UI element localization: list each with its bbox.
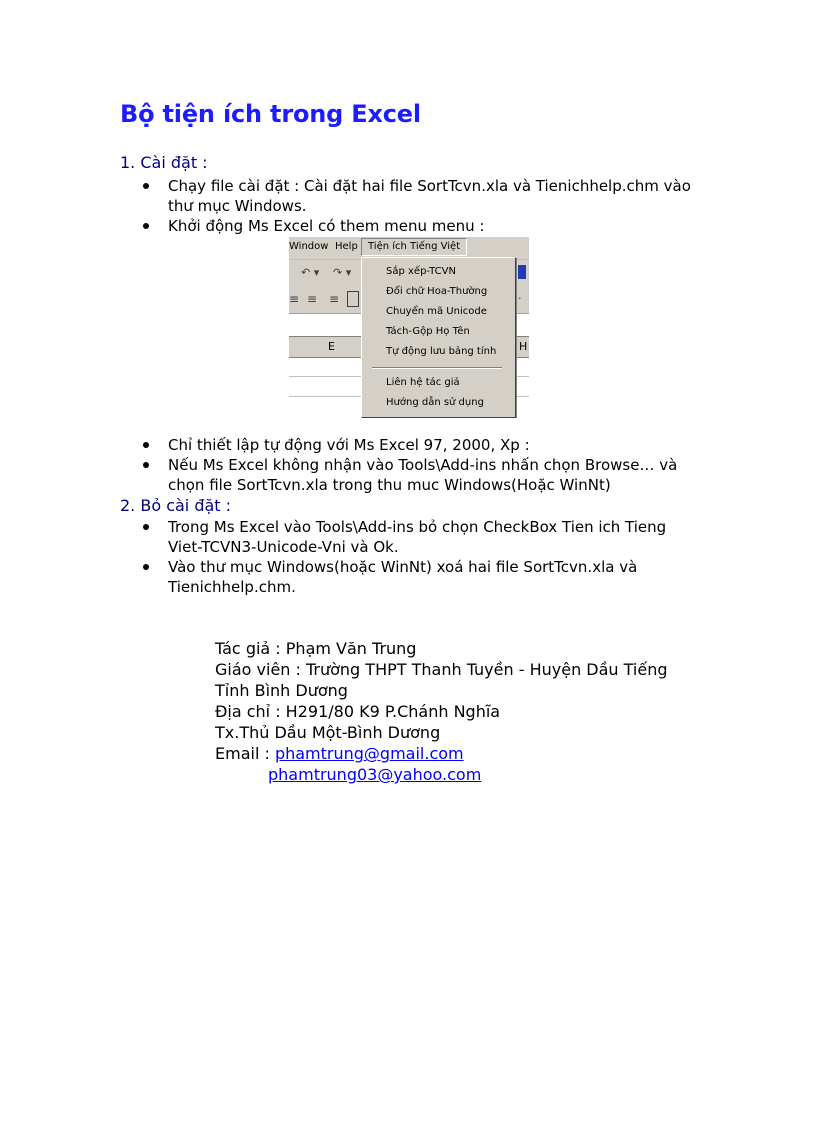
author-email-row-2 [215, 764, 735, 785]
menu-item-chuyen-ma: Chuyển mã Unicode [386, 306, 487, 317]
install-steps-list [140, 176, 700, 236]
align-right-icon: ≡ [329, 292, 340, 306]
menu-item-lien-he: Liên hệ tác giả [386, 377, 460, 388]
menu-item-sap-xep: Sắp xếp-TCVN [386, 266, 456, 277]
email-link-gmail[interactable]: phamtrung@gmail.com [274, 744, 464, 763]
author-province: Tỉnh Bình Dương [215, 681, 348, 700]
menu-item-tu-dong-luu: Tự động lưu bảng tính [386, 346, 497, 357]
uninstall-steps-list [140, 517, 700, 597]
list-item: Nếu Ms Excel không nhận vào Tools\Add-ins nhấn chọn Browse… và chọn file SortTcvn.xla trong thu muc Windows(Hoặc WinNt) [140, 455, 700, 495]
menu-item-huong-dan: Hướng dẫn sử dụng [386, 397, 484, 408]
column-h-header: H [519, 340, 528, 353]
menu-tien-ich: Tiện ích Tiếng Việt [361, 238, 467, 256]
bullet-icon [143, 524, 149, 530]
section-heading-install: 1. Cài đặt : [120, 153, 208, 172]
list-item: Vào thư mục Windows(hoặc WinNt) xoá hai file SortTcvn.xla và Tienichhelp.chm. [140, 557, 700, 597]
bullet-icon [143, 442, 149, 448]
toolbar-icon: · [518, 292, 522, 305]
menu-separator [372, 367, 502, 369]
toolbar-icon [518, 265, 526, 279]
list-item: Trong Ms Excel vào Tools\Add-ins bỏ chọn CheckBox Tien ich Tieng Viet-TCVN3-Unicode-Vni và Ok. [140, 517, 700, 557]
author-town: Tx.Thủ Dầu Một-Bình Dương [215, 723, 441, 742]
email-link-yahoo[interactable]: phamtrung03@yahoo.com [268, 765, 482, 784]
redo-icon: ↷ ▾ [333, 266, 352, 279]
tien-ich-dropdown-menu [361, 257, 516, 418]
page-title: Bộ tiện ích trong Excel [120, 100, 421, 128]
column-e-header: E [328, 340, 335, 353]
list-item: Chỉ thiết lập tự động với Ms Excel 97, 2000, Xp : [140, 435, 700, 455]
bullet-icon [143, 564, 149, 570]
menu-item-doi-chu: Đổi chữ Hoa-Thường [386, 286, 488, 297]
merge-icon [347, 291, 359, 307]
author-address: Địa chỉ : H291/80 K9 P.Chánh Nghĩa [215, 702, 501, 721]
align-center-icon: ≡ [307, 292, 318, 306]
undo-icon: ↶ ▾ [301, 266, 320, 279]
author-school: Giáo viên : Trường THPT Thanh Tuyền - Huyện Dầu Tiếng [215, 660, 668, 679]
bullet-icon [143, 223, 149, 229]
author-name: Tác giả : Phạm Văn Trung [215, 639, 417, 658]
install-notes-list [140, 435, 700, 495]
list-item: Khởi động Ms Excel có them menu menu : [140, 216, 700, 236]
excel-menu-screenshot [289, 237, 529, 418]
email-label: Email : [215, 744, 275, 763]
menu-window: Window [289, 241, 329, 252]
menu-help: Help [335, 241, 358, 252]
bullet-icon [143, 183, 149, 189]
author-block [215, 638, 735, 785]
bullet-icon [143, 462, 149, 468]
list-item: Chạy file cài đặt : Cài đặt hai file SortTcvn.xla và Tienichhelp.chm vào thư mục Windows. [140, 176, 700, 216]
menu-item-tach-gop: Tách-Gộp Họ Tên [386, 326, 470, 337]
section-heading-uninstall: 2. Bỏ cài đặt : [120, 496, 232, 515]
author-email-row [215, 743, 735, 764]
align-left-icon: ≡ [289, 292, 300, 306]
